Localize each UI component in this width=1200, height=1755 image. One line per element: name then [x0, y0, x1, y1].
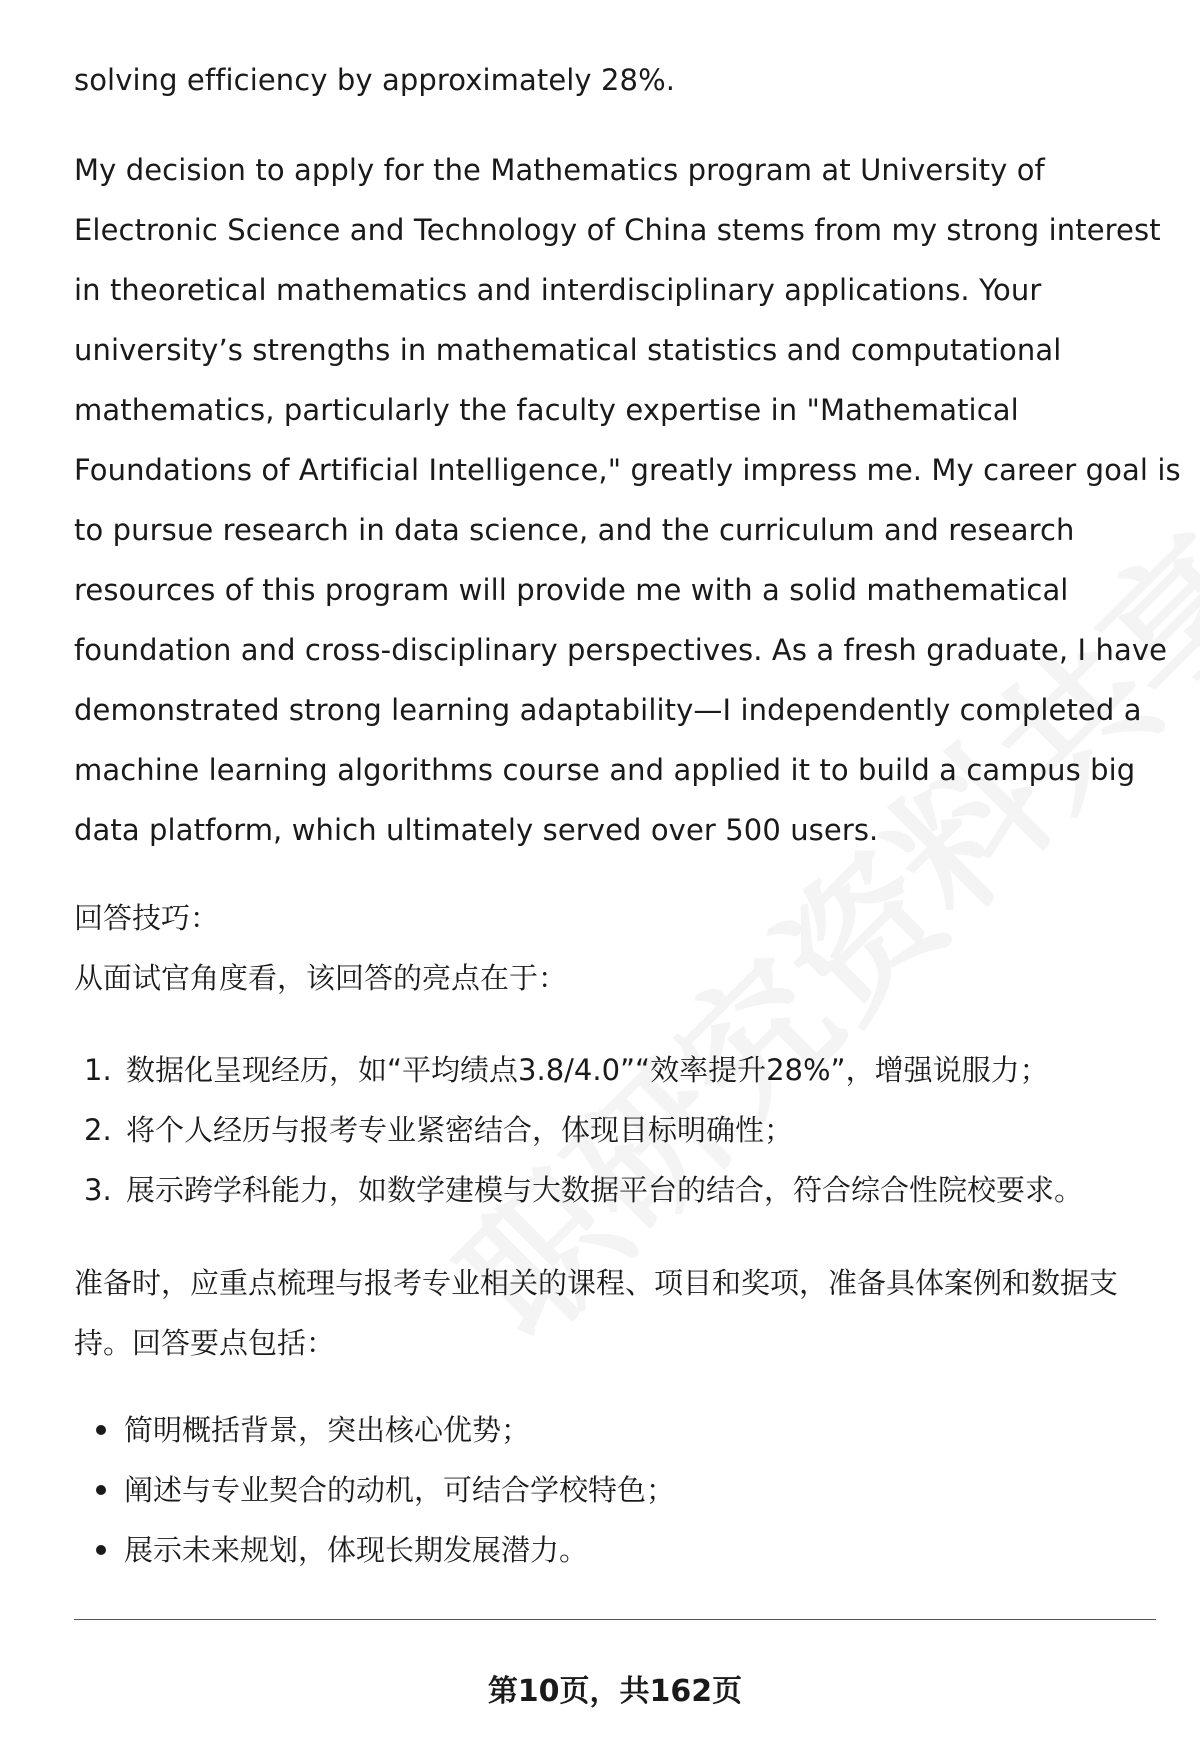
- list-item: [84, 1160, 1083, 1220]
- list-number: 2.: [84, 1113, 112, 1147]
- list-item-text: 简明概括背景，突出核心优势；: [124, 1413, 531, 1447]
- list-item: [96, 1520, 675, 1580]
- paragraph-line: university’s strengths in mathematical statistics and computational: [74, 333, 1062, 367]
- list-item-text: 将个人经历与报考专业紧密结合，体现目标明确性；: [126, 1113, 794, 1147]
- list-item: [84, 1100, 1083, 1160]
- paragraph-line: to pursue research in data science, and the curriculum and research: [74, 513, 1075, 547]
- paragraph-line: data platform, which ultimately served over 500 users.: [74, 813, 879, 847]
- paragraph-line: in theoretical mathematics and interdisciplinary applications. Your: [74, 273, 1042, 307]
- tips-heading: 回答技巧：: [74, 901, 220, 935]
- paragraph-line: My decision to apply for the Mathematics program at University of: [74, 153, 1045, 187]
- preparation-paragraph: [74, 1253, 1156, 1373]
- bullet-icon: [96, 1485, 106, 1495]
- page-number: 第10页，共162页: [487, 1674, 743, 1709]
- list-item-text: 阐述与专业契合的动机，可结合学校特色；: [124, 1473, 676, 1507]
- bullet-icon: [96, 1425, 106, 1435]
- bullet-icon: [96, 1545, 106, 1555]
- paragraph-line: demonstrated strong learning adaptability—I independently completed a: [74, 693, 1142, 727]
- paragraph-line: resources of this program will provide me with a solid mathematical: [74, 573, 1069, 607]
- footer-divider: [74, 1619, 1156, 1620]
- paragraph-line: foundation and cross-disciplinary perspectives. As a fresh graduate, I have: [74, 633, 1168, 667]
- list-number: 3.: [84, 1173, 112, 1207]
- tips-intro: 从面试官角度看，该回答的亮点在于：: [74, 961, 568, 995]
- list-item: [96, 1400, 675, 1460]
- list-item: [96, 1460, 675, 1520]
- paragraph-line: 持。回答要点包括：: [74, 1326, 336, 1360]
- continued-line: solving efficiency by approximately 28%.: [74, 63, 676, 97]
- answer-paragraph: [74, 140, 1181, 860]
- list-item-text: 展示跨学科能力，如数学建模与大数据平台的结合，符合综合性院校要求。: [126, 1173, 1084, 1207]
- highlights-list: [84, 1040, 1083, 1220]
- list-number: 1.: [84, 1053, 112, 1087]
- document-page: [74, 0, 1181, 1755]
- paragraph-line: Foundations of Artificial Intelligence," greatly impress me. My career goal is: [74, 453, 1181, 487]
- list-item-text: 数据化呈现经历，如“平均绩点3.8/4.0”“效率提升28%”，增强说服力；: [126, 1053, 1049, 1087]
- list-item-text: 展示未来规划，体现长期发展潜力。: [124, 1533, 589, 1567]
- list-item: [84, 1040, 1083, 1100]
- paragraph-line: 准备时，应重点梳理与报考专业相关的课程、项目和奖项，准备具体案例和数据支: [74, 1266, 1119, 1300]
- paragraph-line: machine learning algorithms course and applied it to build a campus big: [74, 753, 1136, 787]
- key-points-list: [96, 1400, 675, 1580]
- paragraph-line: mathematics, particularly the faculty expertise in "Mathematical: [74, 393, 1019, 427]
- paragraph-line: Electronic Science and Technology of China stems from my strong interest: [74, 213, 1161, 247]
